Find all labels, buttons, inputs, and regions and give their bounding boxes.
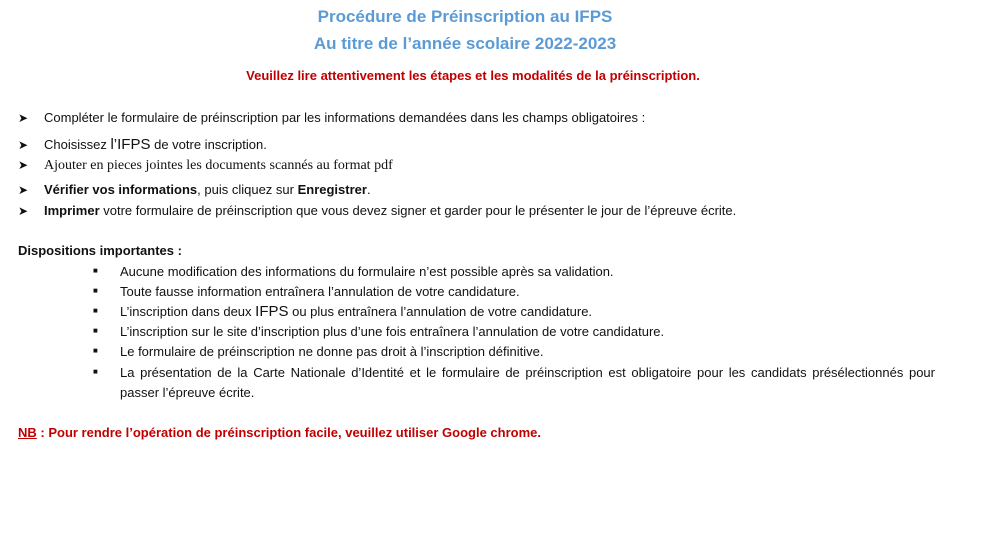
- list-item: [93, 302, 935, 322]
- step-4-bold-1: Vérifier vos informations: [44, 182, 198, 197]
- arrow-bullet-icon: ➤: [18, 111, 29, 125]
- list-item-text: L’inscription sur le site d’inscription plus d’une fois entraînera l’annulation de votre candidature.: [120, 324, 665, 339]
- list-item: [93, 262, 935, 282]
- step-4-end: .: [366, 182, 371, 197]
- page-subtitle: Au titre de l’année scolaire 2022-2023: [313, 34, 617, 53]
- step-2: [18, 136, 267, 153]
- step-5-bold: Imprimer: [44, 203, 100, 218]
- square-bullet-icon: ■: [93, 326, 98, 335]
- step-3-text: Ajouter en pieces jointes les documents scannés au format pdf: [44, 158, 393, 173]
- page-title: Procédure de Préinscription au IFPS: [317, 7, 613, 26]
- list-item-text: La présentation de la Carte Nationale d’Identité et le formulaire de préinscription est obligatoire pour les candidats présélectionnés pour passer l’épreuve écrite.: [120, 365, 935, 400]
- step-1-text: Compléter le formulaire de préinscription par les informations demandées dans les champs obligatoires :: [44, 110, 646, 125]
- arrow-bullet-icon: ➤: [18, 158, 29, 172]
- note-text: : Pour rendre l’opération de préinscription facile, veuillez utiliser Google chrome.: [36, 425, 542, 440]
- list-item-text: [120, 302, 935, 322]
- list-item: [93, 363, 935, 403]
- square-bullet-icon: ■: [93, 306, 98, 315]
- square-bullet-icon: ■: [93, 286, 98, 295]
- note: [18, 425, 541, 440]
- step-2-text-b: de votre inscription.: [150, 137, 267, 152]
- arrow-bullet-icon: ➤: [18, 204, 29, 218]
- step-2-ifps: l’IFPS: [110, 136, 151, 153]
- item-3-text-b: ou plus entraînera l’annulation de votre candidature.: [288, 304, 593, 319]
- item-3-ifps: IFPS: [255, 303, 289, 320]
- step-4-mid: , puis cliquez sur: [197, 182, 298, 197]
- square-bullet-icon: ■: [93, 266, 98, 275]
- list-item: [93, 342, 935, 362]
- step-5: [18, 203, 736, 218]
- square-bullet-icon: ■: [93, 346, 98, 355]
- list-item-text: Toute fausse information entraînera l’annulation de votre candidature.: [120, 284, 520, 299]
- list-item: [93, 282, 935, 302]
- step-2-text-a: Choisissez: [44, 137, 111, 152]
- arrow-bullet-icon: ➤: [18, 183, 29, 197]
- square-bullet-icon: ■: [93, 367, 98, 376]
- step-1: [18, 110, 645, 125]
- list-item-text: Le formulaire de préinscription ne donne pas droit à l’inscription définitive.: [120, 344, 544, 359]
- step-3: [18, 157, 393, 174]
- item-3-text-a: L’inscription dans deux: [120, 304, 256, 319]
- note-label: NB: [18, 425, 37, 440]
- step-5-rest: votre formulaire de préinscription que vous devez signer et garder pour le présenter le jour de l’épreuve écrite.: [99, 203, 737, 218]
- arrow-bullet-icon: ➤: [18, 138, 29, 152]
- dispositions-heading: Dispositions importantes :: [18, 243, 182, 258]
- warning-text: Veuillez lire attentivement les étapes et les modalités de la préinscription.: [246, 68, 700, 83]
- list-item-text: Aucune modification des informations du formulaire n’est possible après sa validation.: [120, 264, 614, 279]
- list-item: [93, 322, 935, 342]
- step-4-bold-2: Enregistrer: [297, 182, 367, 197]
- step-4: [18, 182, 371, 197]
